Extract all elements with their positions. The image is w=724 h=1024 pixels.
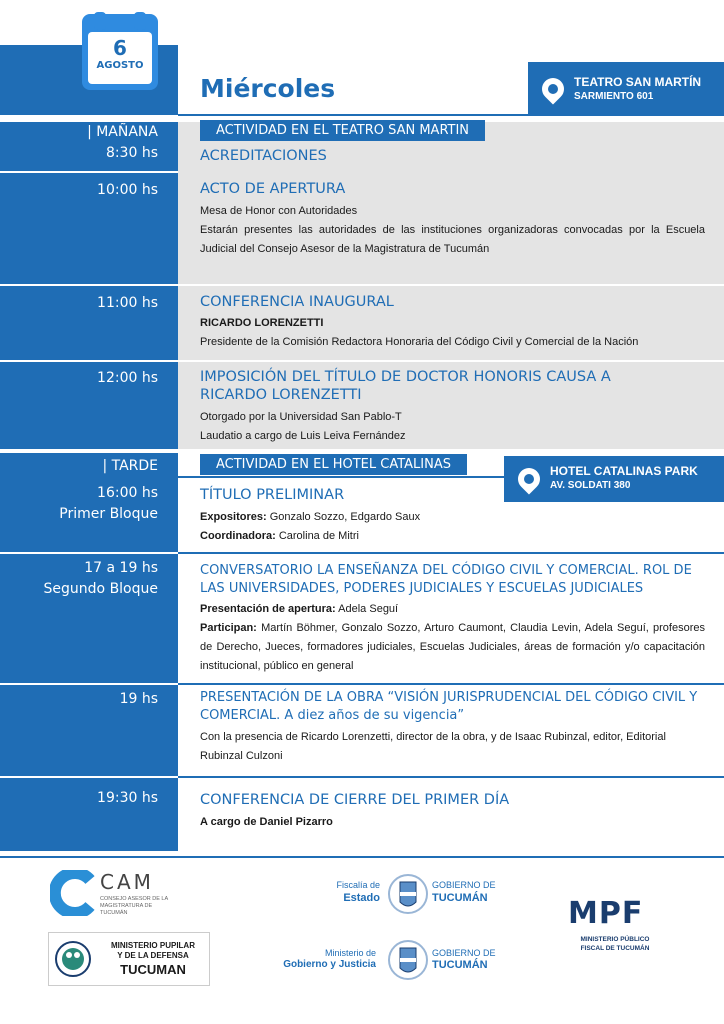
day-name: Miércoles	[200, 74, 336, 103]
event-detail: Con la presencia de Ricardo Lorenzetti, director de la obra, y de Isaac Rubinzal, editor, Editorial Rubinzal Culzoni	[200, 731, 666, 762]
event-title: ACREDITACIONES	[200, 148, 327, 164]
ministerio-logo	[266, 932, 498, 988]
detail-label: Coordinadora:	[200, 530, 276, 542]
event-detail: Presidente de la Comisión Redactora Honoraria del Código Civil y Comercial de la Nación	[200, 336, 639, 348]
mpf-logo	[560, 888, 670, 968]
row-divider	[0, 360, 724, 362]
detail-label: Presentación de apertura:	[200, 603, 336, 615]
detail-label: Expositores:	[200, 511, 267, 523]
venue-name: TEATRO SAN MARTÍN	[574, 75, 702, 89]
event-time: 11:00 hs	[97, 295, 158, 311]
event-block: Segundo Bloque	[43, 581, 158, 597]
row-divider	[0, 284, 724, 286]
day-number: 6	[113, 36, 127, 60]
mpf-line2: FISCAL DE TUCUMÁN	[580, 945, 650, 952]
event-detail: Mesa de Honor con Autoridades	[200, 205, 358, 217]
location-pin-icon	[537, 73, 568, 104]
venue-teatro	[528, 62, 724, 114]
fiscalia-line2: Estado	[343, 892, 380, 904]
gobierno-line2: TUCUMÁN	[432, 892, 488, 904]
ministerio-line1: Ministerio de	[324, 948, 376, 958]
gobierno-line1: GOBIERNO DE	[432, 948, 496, 958]
event-detail: Estarán presentes las autoridades de las instituciones organizadoras convocadas por la Escuela Judicial del Consejo Asesor de la Magistratura de Tucumán	[200, 224, 705, 255]
event-time: 10:00 hs	[97, 182, 158, 198]
gobierno-line1: GOBIERNO DE	[432, 880, 496, 890]
cam-name: CAM	[100, 870, 154, 894]
venue-name: HOTEL CATALINAS PARK	[550, 464, 698, 478]
event-detail: Otorgado por la Universidad San Pablo-T	[200, 411, 402, 423]
event-title: CONVERSATORIO LA ENSEÑANZA DEL CÓDIGO CIVIL Y COMERCIAL. ROL DE LAS UNIVERSIDADES, PODERES JUDICIALES Y ESCUELAS JUDICIALES	[200, 563, 692, 596]
detail-label: Participan:	[200, 622, 257, 634]
event-detail: A cargo de Daniel Pizarro	[200, 816, 333, 828]
row-divider	[0, 683, 178, 685]
month-label: AGOSTO	[96, 60, 144, 71]
ministerio-line2: Gobierno y Justicia	[283, 959, 376, 970]
event-time: 19:30 hs	[97, 790, 158, 806]
row-divider	[0, 776, 178, 778]
detail-value: Gonzalo Sozzo, Edgardo Saux	[266, 511, 421, 523]
venue-address: SARMIENTO 601	[574, 91, 654, 102]
row-divider	[178, 683, 724, 685]
event-time: 12:00 hs	[97, 370, 158, 386]
mpf-line1: MINISTERIO PÚBLICO	[580, 936, 650, 943]
event-time: 19 hs	[119, 691, 158, 707]
mpf-name: MPF	[568, 896, 644, 931]
mpd-line1: MINISTERIO PUPILAR	[110, 941, 195, 950]
cam-logo	[50, 866, 178, 926]
venue-address: AV. SOLDATI 380	[550, 480, 631, 491]
row-divider	[0, 552, 178, 554]
morning-label: | MAÑANA	[87, 124, 158, 140]
event-title: PRESENTACIÓN DE LA OBRA “VISIÓN JURISPRUDENCIAL DEL CÓDIGO CIVIL Y COMERCIAL. A diez años de su vigencia”	[200, 690, 698, 723]
fiscalia-logo	[328, 866, 498, 922]
footer-divider	[0, 856, 724, 858]
calendar-icon	[82, 14, 158, 90]
event-time: 8:30 hs	[105, 145, 158, 161]
morning-section-title: ACTIVIDAD EN EL TEATRO SAN MARTIN	[200, 120, 485, 141]
section-underline	[178, 476, 508, 478]
gobierno-line2: TUCUMÁN	[432, 959, 488, 971]
cam-subtitle: CONSEJO ASESOR DE LA MAGISTRATURA DE TUCUMÁN	[100, 896, 168, 916]
event-title: TÍTULO PRELIMINAR	[200, 487, 345, 503]
detail-value: Martín Böhmer, Gonzalo Sozzo, Arturo Caumont, Claudia Levin, Adela Seguí, profesores de Derecho, Jueces, formadores judiciales, Escuelas Judiciales, áreas de formación y/o capacitación institucional, público en general	[200, 622, 705, 672]
event-detail: Laudatio a cargo de Luis Leiva Fernández	[200, 430, 406, 442]
event-time: 17 a 19 hs	[84, 560, 158, 576]
header-underline	[178, 114, 724, 116]
row-divider	[0, 171, 178, 173]
event-block: Primer Bloque	[59, 506, 158, 522]
event-time: 16:00 hs	[97, 485, 158, 501]
event-title: IMPOSICIÓN DEL TÍTULO DE DOCTOR HONORIS CAUSA A RICARDO LORENZETTI	[200, 369, 611, 403]
fiscalia-line1: Fiscalía de	[336, 880, 380, 890]
row-divider	[178, 552, 724, 554]
mpd-logo	[48, 932, 210, 986]
afternoon-label: | TARDE	[102, 458, 158, 474]
event-title: CONFERENCIA DE CIERRE DEL PRIMER DÍA	[200, 792, 510, 808]
detail-value: Adela Seguí	[335, 603, 399, 615]
speaker-name: RICARDO LORENZETTI	[200, 317, 324, 329]
event-title: ACTO DE APERTURA	[200, 181, 346, 197]
mpd-line2: Y DE LA DEFENSA	[117, 951, 189, 960]
event-title: CONFERENCIA INAUGURAL	[200, 294, 394, 310]
afternoon-section-title: ACTIVIDAD EN EL HOTEL CATALINAS	[200, 454, 467, 475]
mpd-line3: TUCUMAN	[120, 962, 186, 977]
row-divider	[178, 776, 724, 778]
detail-value: Carolina de Mitri	[275, 530, 359, 542]
